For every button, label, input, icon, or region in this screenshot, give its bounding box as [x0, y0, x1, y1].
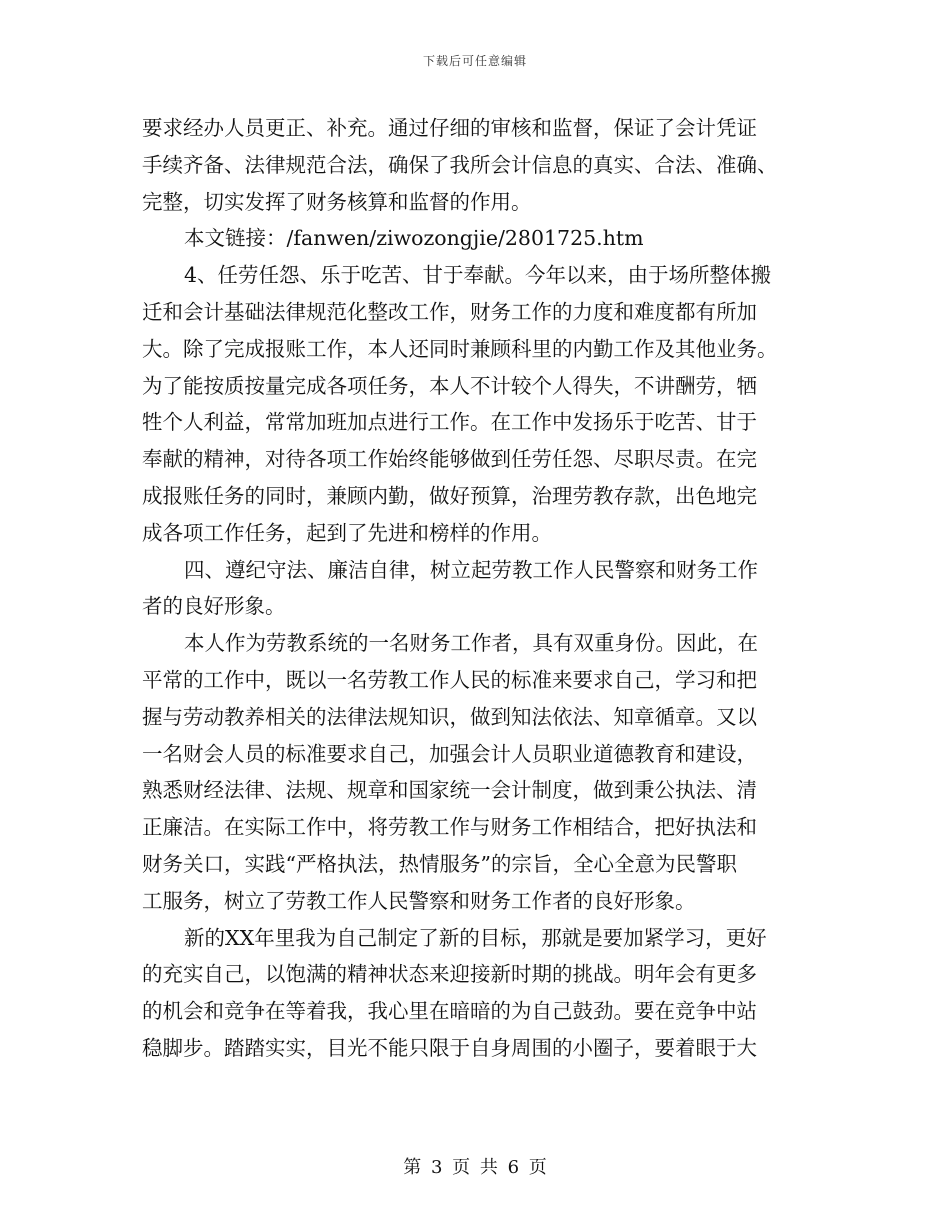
section-heading: 四、遵纪守法、廉洁自律，树立起劳教工作人民警察和财务工作: [184, 557, 758, 582]
text-line: 熟悉财经法律、法规、规章和国家统一会计制度，做到秉公执法、清: [142, 778, 757, 803]
text-line: 为了能按质按量完成各项任务，本人不计较个人得失，不讲酬劳，牺: [142, 373, 757, 398]
body-text: [142, 110, 810, 1067]
text-line: 奉献的精神，对待各项工作始终能够做到任劳任怨、尽职尽责。在完: [142, 447, 757, 472]
text-line: 要求经办人员更正、补充。通过仔细的审核和监督，保证了会计凭证: [142, 116, 757, 140]
text-line: 牲个人利益，常常加班加点进行工作。在工作中发扬乐于吃苦、甘于: [142, 410, 757, 435]
text-line: 大。除了完成报账工作，本人还同时兼顾科里的内勤工作及其他业务。: [142, 336, 778, 361]
text-line: 完整，切实发挥了财务核算和监督的作用。: [142, 189, 532, 214]
text-line: 握与劳动教养相关的法律法规知识，做到知法依法、知章循章。又以: [142, 704, 757, 729]
page-number: 第 3 页 共 6 页: [403, 1157, 547, 1178]
text-line: 稳脚步。踏踏实实，目光不能只限于自身周围的小圈子，要着眼于大: [142, 1035, 757, 1060]
text-line: 迁和会计基础法律规范化整改工作，财务工作的力度和难度都有所加: [142, 299, 757, 324]
text-line: 成各项工作任务，起到了先进和榜样的作用。: [142, 520, 552, 545]
paragraph-start: 本人作为劳教系统的一名财务工作者，具有双重身份。因此，在: [184, 631, 758, 656]
text-line: 的充实自己，以饱满的精神状态来迎接新时期的挑战。明年会有更多: [142, 962, 757, 987]
text-line: 平常的工作中，既以一名劳教工作人民的标准来要求自己，学习和把: [142, 667, 757, 692]
text-line: 正廉洁。在实际工作中，将劳教工作与财务工作相结合，把好执法和: [142, 815, 757, 840]
text-line: 成报账任务的同时，兼顾内勤，做好预算，治理劳教存款，出色地完: [142, 483, 757, 508]
text-line: 工服务，树立了劳教工作人民警察和财务工作者的良好形象。: [142, 888, 696, 913]
text-line: 一名财会人员的标准要求自己，加强会计人员职业道德教育和建设，: [142, 741, 757, 766]
text-line: 的机会和竞争在等着我，我心里在暗暗的为自己鼓劲。要在竞争中站: [142, 999, 757, 1024]
text-line: 者的良好形象。: [142, 594, 286, 619]
header-note: 下载后可任意编辑: [422, 54, 527, 68]
text-line: 财务关口，实践“严格执法，热情服务”的宗旨，全心全意为民警职: [142, 851, 737, 876]
text-line: 手续齐备、法律规范合法，确保了我所会计信息的真实、合法、准确、: [142, 152, 778, 177]
paragraph-start: 新的XX年里我为自己制定了新的目标，那就是要加紧学习，更好: [184, 925, 767, 950]
article-link: 本文链接：/fanwen/ziwozongjie/2801725.htm: [184, 226, 644, 251]
paragraph-start: 4、任劳任怨、乐于吃苦、甘于奉献。今年以来，由于场所整体搬: [184, 263, 772, 288]
